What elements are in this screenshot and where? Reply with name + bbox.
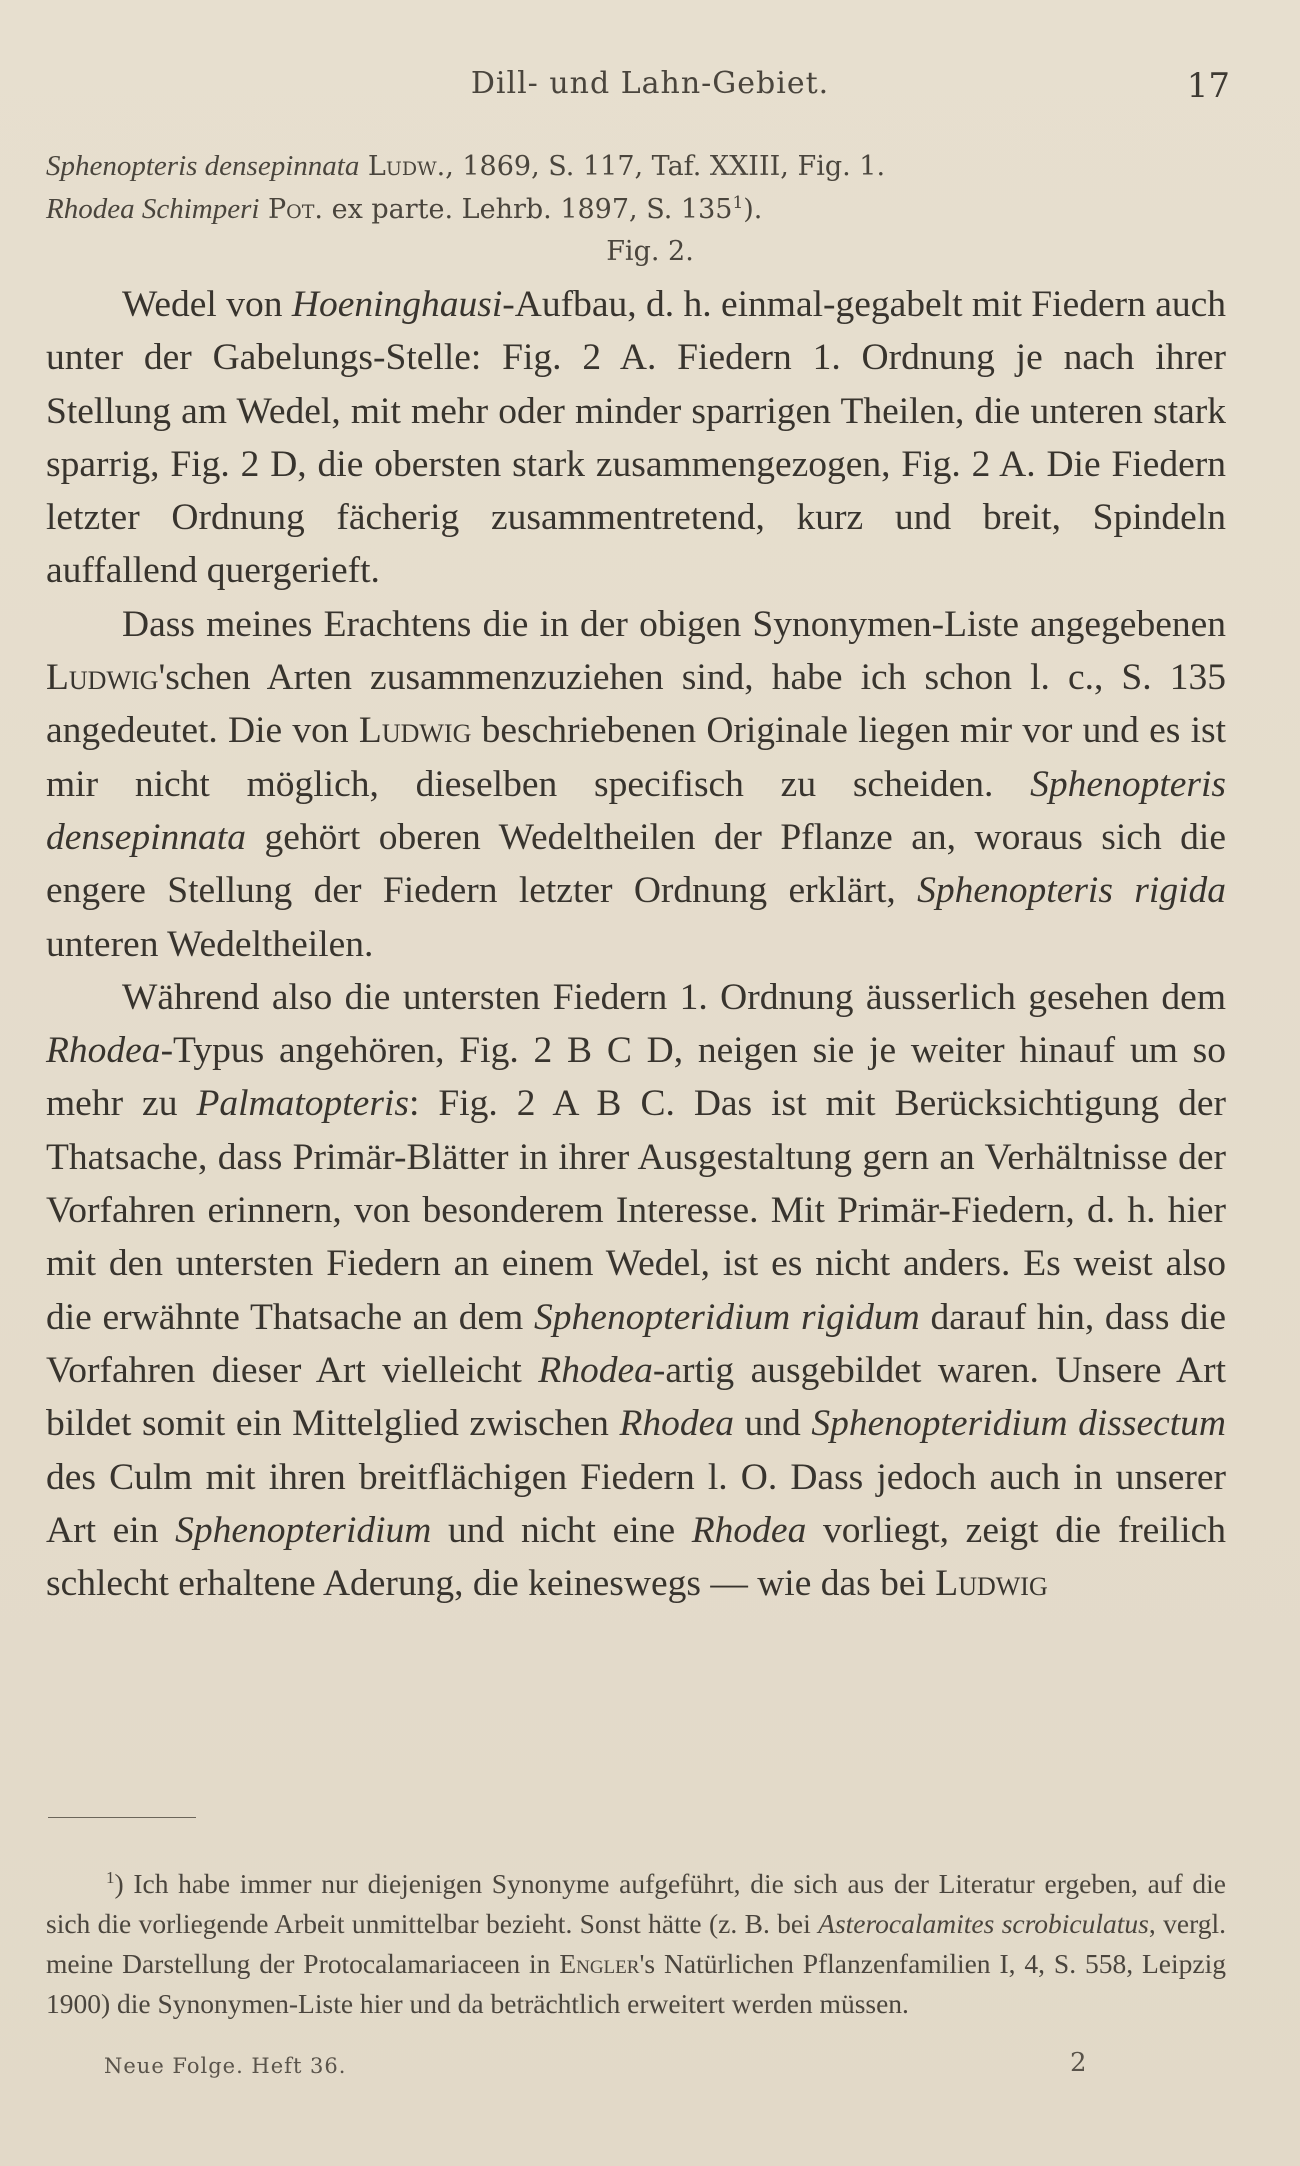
text-run: des Culm mit ihren breitflächigen Fiedern l. O. Dass jedoch auch in unserer Art ein (46, 1456, 1226, 1551)
running-head-title: Dill- und Lahn-Gebiet. (470, 66, 830, 101)
synonym-citation: ex parte. Lehrb. 1897, S. 135 (323, 194, 733, 225)
synonym-taxon: Sphenopteris densepinnata (46, 150, 360, 182)
series-imprint: Neue Folge. Heft 36. (104, 2054, 347, 2078)
text-run: und nicht eine (431, 1509, 692, 1551)
text-run: vorliegt, zeigt die freilich schlecht erhaltene Aderung, die keineswegs — wie das bei (46, 1509, 1226, 1605)
taxon-name: Rhodea (46, 1030, 161, 1072)
author-name: Ludwig (358, 710, 472, 752)
taxon-name: Sphenopteridium dissectum (811, 1403, 1227, 1445)
taxon-name: Sphenopteridium (175, 1509, 432, 1551)
taxon-name: Sphenopteridium rigidum (534, 1296, 920, 1338)
text-run: unteren Wedeltheilen. (46, 923, 374, 965)
taxon-name: Sphenopteris rigida (917, 870, 1226, 912)
synonym-citation: , 1869, S. 117, Taf. XXIII, Fig. 1. (445, 151, 886, 182)
synonym-line-2 (46, 193, 1226, 226)
author-name: Ludwig (46, 657, 159, 699)
taxon-name: Asterocalamites scrobiculatus (818, 1908, 1149, 1940)
text-run: Dass meines Erachtens die in der obigen Synonymen-Liste angegebenen (122, 603, 1226, 645)
text-run: 's Natürlichen Pflanzenfamilien I, 4, S. 558, Leipzig 1900) die Synonymen-Liste hier und da beträchtlich erweitert werden müssen. (46, 1948, 1226, 2020)
footnote (46, 1858, 1226, 2024)
text-run: gehört oberen Wedeltheilen der Pflanze an, woraus sich die engere Stellung der Fiedern letzter Ordnung erklärt, (46, 816, 1226, 912)
taxon-name: Hoeninghausi (291, 284, 503, 325)
taxon-name: Rhodea (619, 1403, 735, 1445)
paragraph-2 (46, 598, 1226, 971)
text-run: und (734, 1403, 812, 1445)
text-run: beschriebenen Originale liegen mir vor und es ist mir nicht möglich, dieselben specifisch zu scheiden. (46, 710, 1226, 805)
text-run: Wedel von (122, 284, 292, 325)
synonym-author: Pot. (268, 194, 324, 225)
footnote-reference[interactable]: 1 (732, 193, 744, 213)
signature-mark: 2 (1070, 2048, 1087, 2078)
taxon-name: Sphenopteris densepinnata (46, 763, 1226, 858)
taxon-name: Palmatopteris (196, 1083, 409, 1125)
taxon-name: Rhodea (538, 1349, 653, 1391)
text-run: -artig ausgebildet waren. Unsere Art bildet somit ein Mittelglied zwischen (46, 1349, 1227, 1445)
taxon-name: Rhodea (691, 1509, 807, 1551)
running-head (0, 66, 1300, 112)
paragraph-3 (46, 971, 1226, 1611)
text-run: , vergl. meine Darstellung der Protocalamariaceen in (46, 1908, 1226, 1980)
text-run: 'schen Arten zusammenzuziehen sind, habe ich schon l. c., S. 135 angedeutet. Die von (46, 657, 1226, 752)
text-run: darauf hin, dass die Vorfahren dieser Art vielleicht (46, 1296, 1227, 1391)
page-number: 17 (1186, 66, 1230, 106)
text-run: : Fig. 2 A B C. Das ist mit Berücksichtigung der Thatsache, dass Primär-Blätter in ihrer Ausgestaltung gern an Verhältnisse der Vorfahren erinnern, von besonderem Interesse. Mit Primär-Fiedern, d. h. hier mit den untersten Fiedern an einem Wedel, ist es nicht anders. Es weist also die erwähnte Thatsache an dem (46, 1083, 1226, 1338)
paragraph-1 (46, 278, 1226, 598)
author-name: Ludwig (935, 1563, 1048, 1605)
synonym-author: Ludw. (367, 151, 446, 182)
synonym-taxon: Rhodea Schimperi (46, 193, 260, 225)
text-run: -Aufbau, d. h. einmal-gegabelt mit Fiedern auch unter der Gabelungs-Stelle: Fig. 2 A. Fiedern 1. Ordnung je nach ihrer Stellung am Wedel, mit mehr oder minder sparrigen Theilen, die unteren stark sparrig, Fig. 2 D, die obersten stark zusammengezogen, Fig. 2 A. Die Fiedern letzter Ordnung fächerig zusammentretend, kurz und breit, Spindeln auffallend quergerieft. (46, 284, 1227, 592)
text-run: ) Ich habe immer nur diejenigen Synonyme aufgeführt, die sich aus der Literatur ergeben, auf die sich die vorliegende Arbeit unmittelbar bezieht. Sonst hätte (z. B. bei (46, 1868, 1226, 1940)
synonym-tail: ). (743, 194, 763, 225)
footnote-marker: 1 (106, 1868, 115, 1887)
footnote-text (46, 1858, 1226, 2024)
text-run: Während also die untersten Fiedern 1. Ordnung äusserlich gesehen dem (122, 976, 1226, 1018)
author-name: Engler (559, 1948, 640, 1980)
footnote-separator (48, 1817, 196, 1818)
figure-caption: Fig. 2. (606, 236, 694, 267)
synonym-line-1 (46, 150, 1226, 183)
body-text (46, 278, 1226, 1610)
text-run: -Typus angehören, Fig. 2 B C D, neigen sie je weiter hinauf um so mehr zu (46, 1030, 1226, 1125)
